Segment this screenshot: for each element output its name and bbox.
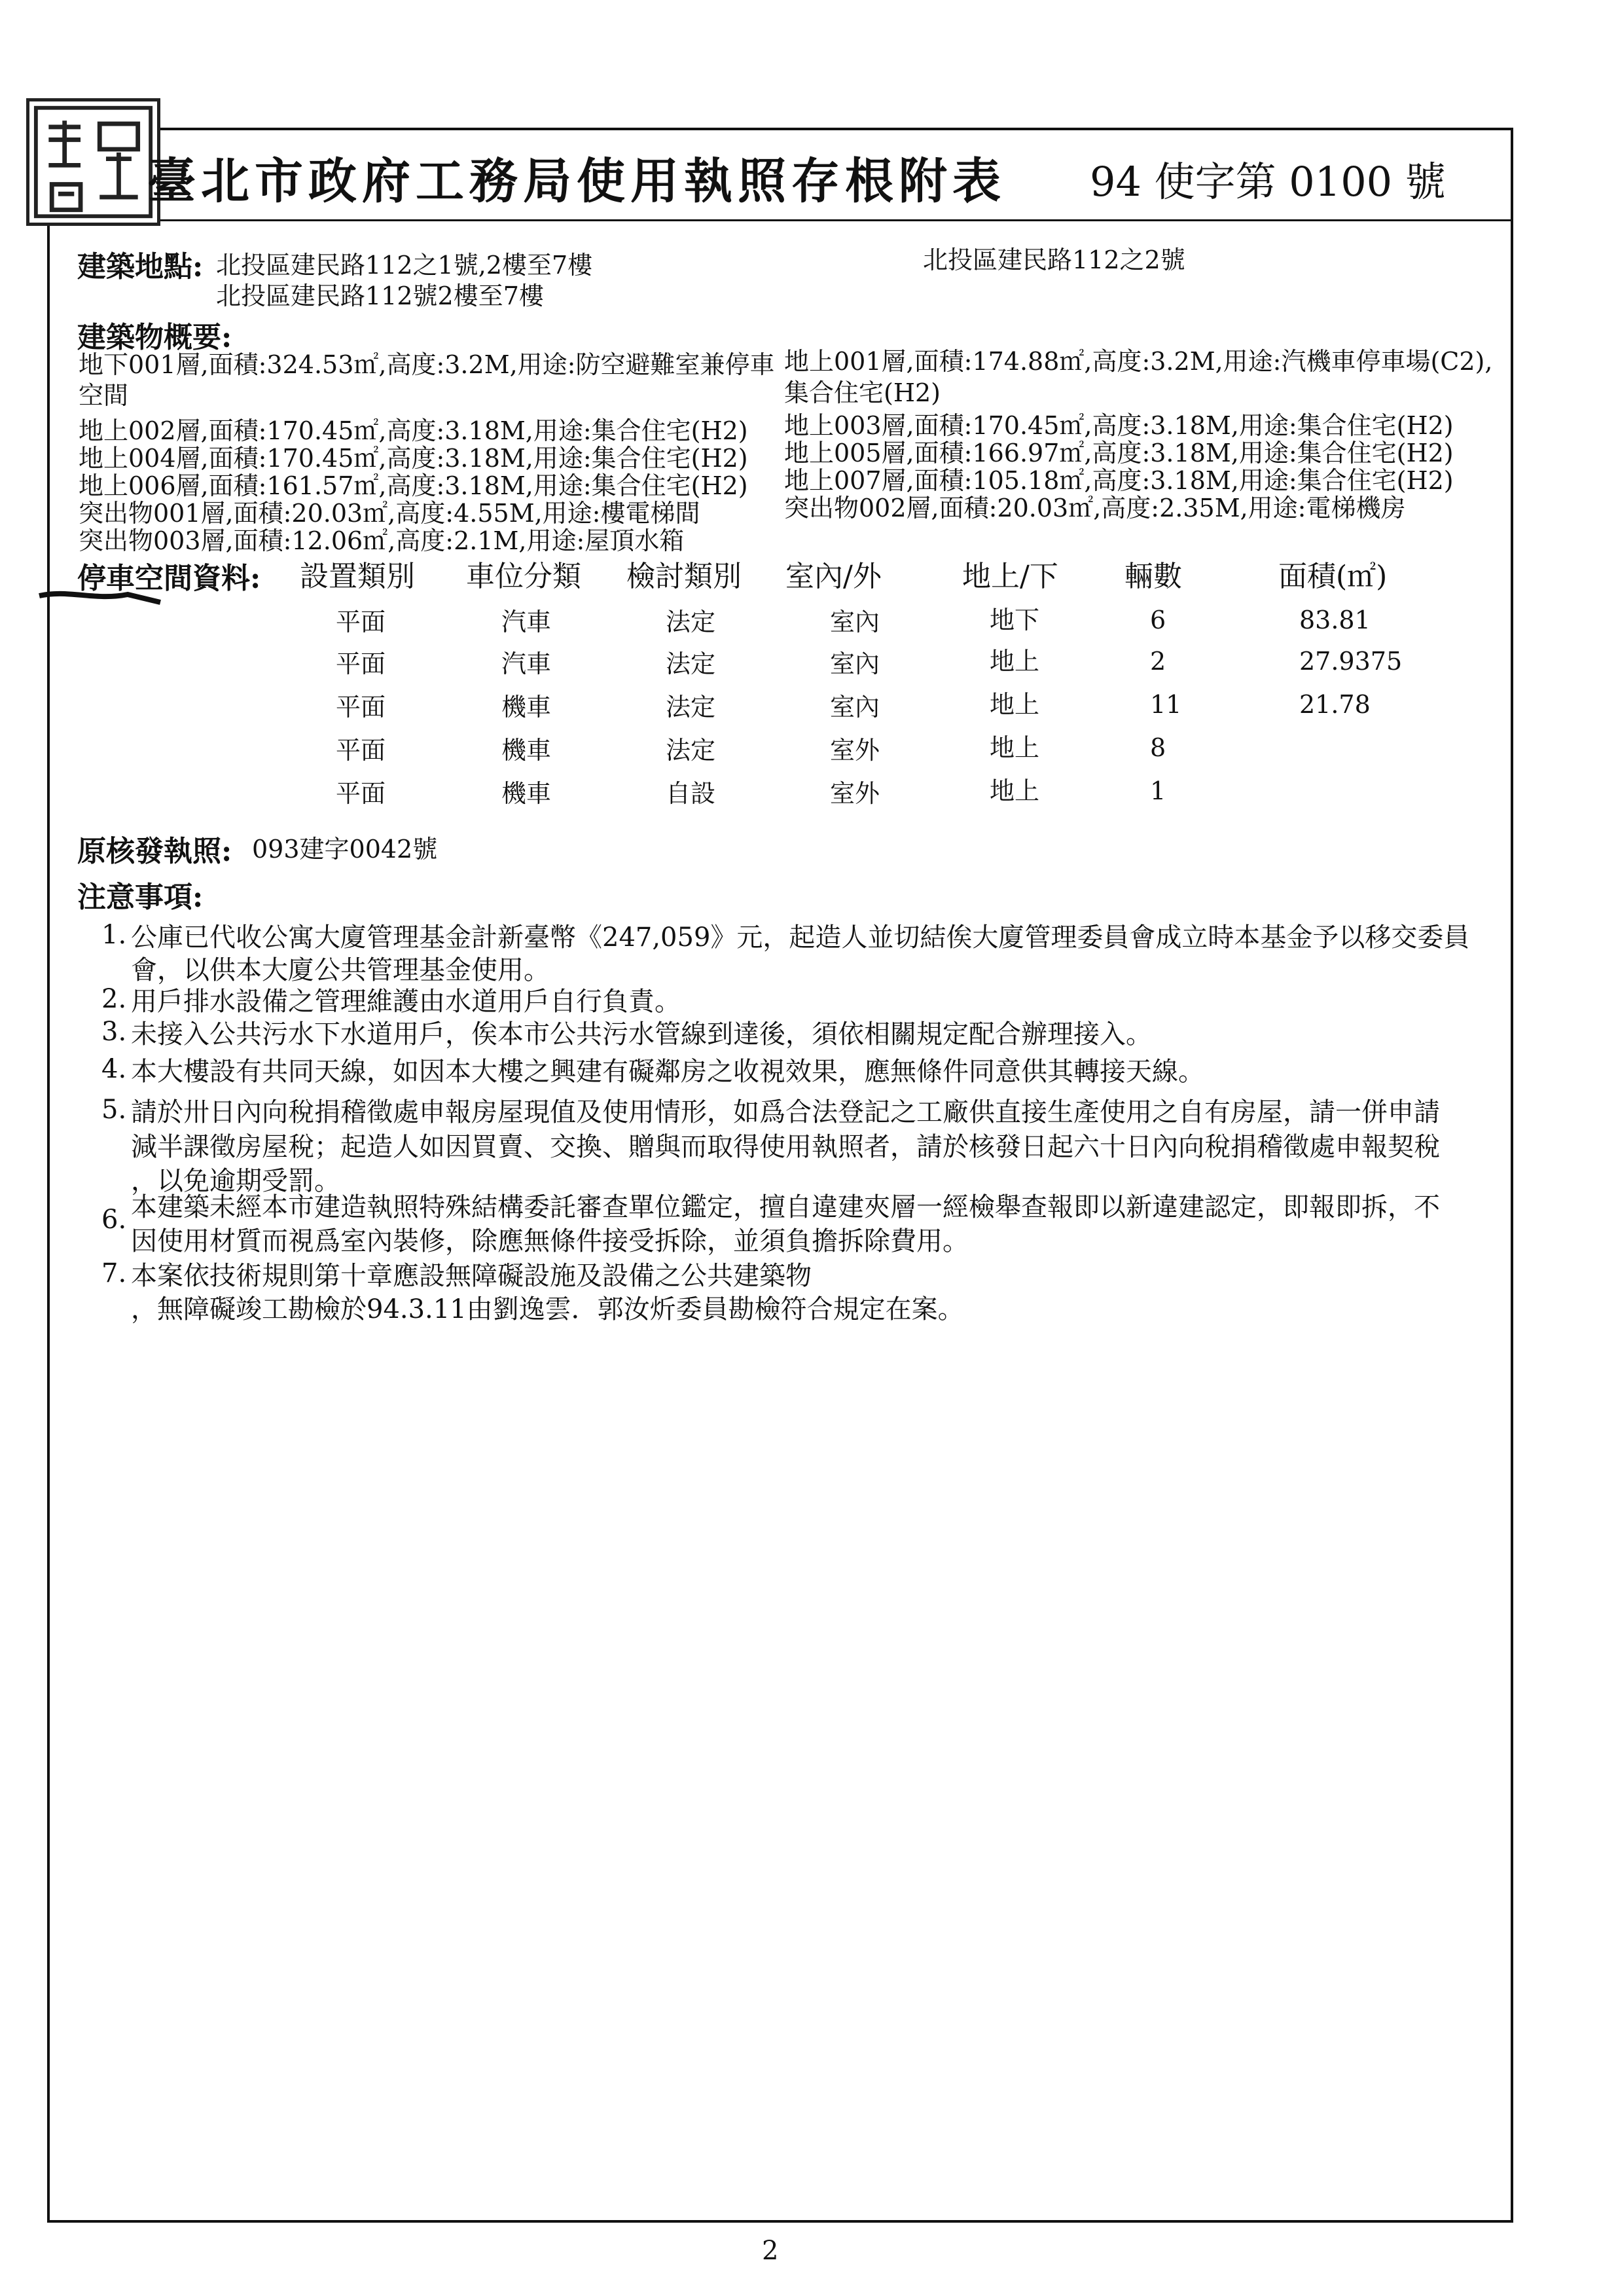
overview-left-line: 突出物003層,面積:12.06㎡,高度:2.1M,用途:屋頂水箱 — [79, 526, 685, 555]
note-number: 3. — [101, 1017, 127, 1047]
note-line: 本案依技術規則第十章應設無障礙設施及設備之公共建築物 — [131, 1261, 812, 1291]
parking-cell: 27.9375 — [1299, 647, 1403, 676]
overview-right-line: 地上001層,面積:174.88㎡,高度:3.2M,用途:汽機車停車場(C2), — [784, 347, 1493, 376]
parking-cell: 地下 — [990, 606, 1040, 634]
overview-left-line: 空間 — [79, 381, 129, 410]
parking-header: 室內/外 — [785, 560, 882, 593]
parking-cell: 平面 — [336, 649, 386, 678]
parking-cell: 地上 — [990, 733, 1040, 762]
parking-cell: 21.78 — [1299, 690, 1371, 719]
note-line: 因使用材質而視爲室內裝修，除應無條件接受拆除，並須負擔拆除費用。 — [131, 1226, 969, 1256]
note-line: 未接入公共污水下水道用戶，俟本市公共污水管線到達後，須依相關規定配合辦理接入。 — [131, 1019, 1152, 1049]
overview-right-line: 集合住宅(H2) — [784, 378, 941, 407]
overview-left-line: 突出物001層,面積:20.03㎡,高度:4.55M,用途:樓電梯間 — [79, 499, 700, 528]
document-title: 臺北市政府工務局使用執照存根附表 — [147, 153, 1006, 210]
parking-cell: 平面 — [336, 779, 386, 808]
parking-cell: 自設 — [666, 779, 716, 808]
note-line: 請於卅日內向稅捐稽徵處申報房屋現值及使用情形，如爲合法登記之工廠供直接生產使用之自有房屋，請一併申請 — [131, 1097, 1440, 1127]
parking-cell: 法定 — [666, 608, 716, 636]
address-line-2: 北投區建民路112號2樓至7樓 — [216, 282, 544, 310]
parking-label: 停車空間資料: — [77, 562, 261, 595]
parking-cell: 機車 — [501, 779, 552, 808]
note-line: 本大樓設有共同天線，如因本大樓之興建有礙鄰房之收視效果，應無條件同意供其轉接天線。 — [131, 1057, 1204, 1087]
note-number: 4. — [101, 1054, 127, 1084]
parking-cell: 室內 — [830, 649, 880, 678]
overview-left-line: 地下001層,面積:324.53㎡,高度:3.2M,用途:防空避難室兼停車 — [79, 350, 775, 379]
parking-cell: 地上 — [990, 690, 1040, 719]
parking-cell: 法定 — [666, 649, 716, 678]
parking-cell: 汽車 — [501, 608, 552, 636]
parking-cell: 地上 — [990, 776, 1040, 805]
seal-glyph-icon — [29, 101, 157, 223]
note-line: 公庫已代收公寓大廈管理基金計新臺幣《247,059》元，起造人並切結俟大廈管理委員會成立時本基金予以移交委員 — [131, 922, 1470, 953]
note-line: 本建築未經本市建造執照特殊結構委託審查單位鑑定，擅自違建夾層一經檢舉查報即以新違建認定，即報即拆，不 — [131, 1192, 1440, 1222]
parking-cell: 1 — [1150, 776, 1166, 805]
parking-cell: 法定 — [666, 693, 716, 721]
parking-cell: 83.81 — [1299, 606, 1371, 634]
parking-cell: 2 — [1150, 647, 1166, 676]
address-right: 北投區建民路112之2號 — [923, 246, 1185, 274]
parking-cell: 11 — [1150, 690, 1182, 719]
overview-left-line: 地上006層,面積:161.57㎡,高度:3.18M,用途:集合住宅(H2) — [79, 471, 748, 500]
overview-right-line: 地上007層,面積:105.18㎡,高度:3.18M,用途:集合住宅(H2) — [784, 466, 1454, 495]
overview-label: 建築物概要: — [77, 321, 232, 354]
permit-number: 94 使字第 0100 號 — [1090, 158, 1446, 206]
parking-header: 面積(㎡) — [1278, 560, 1388, 593]
overview-right-line: 地上005層,面積:166.97㎡,高度:3.18M,用途:集合住宅(H2) — [784, 439, 1454, 467]
parking-cell: 室內 — [830, 693, 880, 721]
original-permit-value: 093建字0042號 — [252, 835, 438, 864]
parking-cell: 地上 — [990, 647, 1040, 676]
parking-cell: 6 — [1150, 606, 1166, 634]
note-line: 會，以供本大廈公共管理基金使用。 — [131, 955, 550, 985]
parking-cell: 平面 — [336, 693, 386, 721]
overview-left-line: 地上002層,面積:170.45㎡,高度:3.18M,用途:集合住宅(H2) — [79, 416, 748, 445]
note-number: 7. — [101, 1258, 127, 1288]
official-seal-stamp — [26, 98, 160, 226]
parking-cell: 平面 — [336, 608, 386, 636]
parking-cell: 室外 — [830, 736, 880, 765]
parking-header: 地上/下 — [962, 560, 1058, 593]
overview-right-line: 地上003層,面積:170.45㎡,高度:3.18M,用途:集合住宅(H2) — [784, 411, 1454, 440]
title-divider — [47, 219, 1513, 221]
note-number: 5. — [101, 1095, 127, 1125]
overview-left-line: 地上004層,面積:170.45㎡,高度:3.18M,用途:集合住宅(H2) — [79, 444, 748, 473]
parking-cell: 汽車 — [501, 649, 552, 678]
parking-header: 輛數 — [1124, 560, 1182, 593]
address-line-1: 北投區建民路112之1號,2樓至7樓 — [216, 251, 593, 280]
parking-header: 設置類別 — [300, 560, 415, 593]
parking-cell: 機車 — [501, 736, 552, 765]
parking-cell: 機車 — [501, 693, 552, 721]
parking-cell: 8 — [1150, 733, 1166, 762]
overview-right-line: 突出物002層,面積:20.03㎡,高度:2.35M,用途:電梯機房 — [784, 494, 1406, 522]
note-number: 1. — [101, 920, 127, 950]
note-number: 6. — [101, 1205, 127, 1235]
parking-header: 檢討類別 — [626, 560, 742, 593]
note-number: 2. — [101, 984, 127, 1014]
notes-label: 注意事項: — [77, 881, 204, 914]
original-permit-label: 原核發執照: — [77, 835, 232, 868]
parking-header: 車位分類 — [466, 560, 581, 593]
note-line: ，無障礙竣工勘檢於94.3.11由劉逸雲．郭汝炘委員勘檢符合規定在案。 — [131, 1294, 964, 1324]
parking-cell: 室外 — [830, 779, 880, 808]
parking-cell: 法定 — [666, 736, 716, 765]
note-line: 減半課徵房屋稅；起造人如因買賣、交換、贈與而取得使用執照者，請於核發日起六十日內向稅捐稽徵處申報契稅 — [131, 1132, 1440, 1162]
page-number: 2 — [762, 2236, 779, 2266]
note-line: ，以免逾期受罰。 — [131, 1166, 340, 1196]
address-label: 建築地點: — [77, 250, 204, 283]
parking-cell: 平面 — [336, 736, 386, 765]
note-line: 用戶排水設備之管理維護由水道用戶自行負責。 — [131, 987, 681, 1017]
parking-cell: 室內 — [830, 608, 880, 636]
